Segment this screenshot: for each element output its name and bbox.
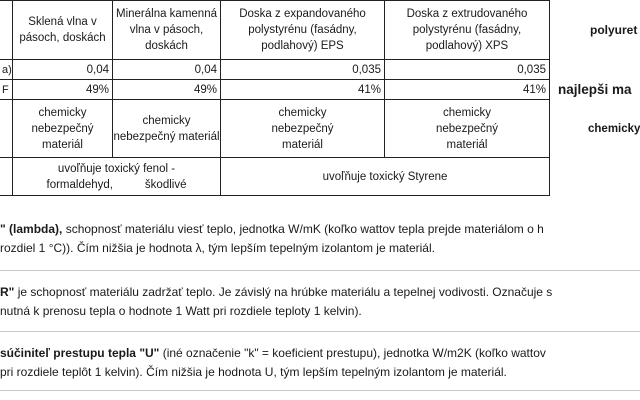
separator-2 — [0, 331, 640, 332]
paragraph-resistance-line1 — [0, 283, 640, 302]
percent-col4-value: 41% — [522, 83, 546, 96]
separator-1 — [0, 270, 640, 271]
lambda-col3[interactable] — [221, 60, 385, 80]
percent-col2[interactable] — [113, 80, 221, 100]
chem-col1-text: chemicky nebezpečný materiál — [31, 106, 94, 151]
row-label-lambda-text: a) — [2, 63, 12, 76]
chem-col3[interactable] — [221, 100, 385, 158]
header-col5[interactable] — [550, 0, 640, 60]
paragraph-lambda-term: " (lambda), — [0, 222, 63, 236]
paragraph-u-value — [0, 344, 640, 382]
chem-col2[interactable] — [113, 100, 221, 158]
row-label-lambda[interactable] — [0, 60, 13, 80]
toxic-col34-text: uvoľňuje toxický Styrene — [322, 170, 448, 183]
separator-3 — [0, 390, 640, 391]
lambda-col2[interactable] — [113, 60, 221, 80]
row-label-percent-text: F — [2, 83, 9, 96]
header-col1[interactable] — [13, 0, 113, 60]
percent-col5-value: najlepši ma — [558, 82, 632, 97]
lambda-col2-value: 0,04 — [194, 63, 217, 76]
row-label-header[interactable] — [0, 0, 13, 60]
percent-col5[interactable] — [550, 80, 640, 100]
percent-col1[interactable] — [13, 80, 113, 100]
chem-col4[interactable] — [385, 100, 550, 158]
paragraph-resistance-line1-text: je schopnosť materiálu zadržať teplo. Je závislý na hrúbke materiálu a tepelnej vodivosti. Označuje s — [14, 285, 553, 299]
lambda-col3-value: 0,035 — [352, 63, 381, 76]
toxic-col12[interactable] — [13, 158, 221, 196]
row-label-toxic[interactable] — [0, 158, 13, 196]
percent-col4[interactable] — [385, 80, 550, 100]
row-label-percent[interactable] — [0, 80, 13, 100]
paragraph-resistance-line2: nutná k prenosu tepla o hodnote 1 Watt pri rozdiele teploty 1 kelvin). — [0, 304, 362, 318]
paragraph-resistance — [0, 283, 640, 321]
lambda-col1[interactable] — [13, 60, 113, 80]
chem-col5[interactable] — [550, 100, 640, 158]
paragraph-resistance-term: R" — [0, 285, 15, 299]
lambda-col4[interactable] — [385, 60, 550, 80]
header-col2[interactable] — [113, 0, 221, 60]
lambda-col4-value: 0,035 — [517, 63, 546, 76]
header-col3-text: Doska z expandovaného polystyrénu (fasádny, podlahový) EPS — [239, 7, 366, 52]
header-col1-text: Sklená vlna v pásoch, doskách — [19, 15, 106, 44]
paragraph-u-value-line2: pri rozdiele teplôt 1 kelvin). Čím nižšia je hodnota U, tým lepším tepelným izolantom je materiál. — [0, 365, 507, 379]
paragraph-lambda — [0, 220, 640, 258]
header-col4-text: Doska z extrudovaného polystyrénu (fasádny, podlahový) XPS — [406, 7, 528, 52]
header-col2-text: Minerálna kamenná vlna v pásoch, doskách — [115, 7, 217, 52]
paragraph-lambda-line2: rozdiel 1 °C)). Čím nižšia je hodnota λ, tým lepším tepelným izolantom je materiál. — [0, 241, 435, 255]
lambda-col1-value: 0,04 — [86, 63, 109, 76]
paragraph-u-value-line1-text: (iné označenie "k" = koeficient prestupu), jednotka W/m2K (koľko wattov — [159, 346, 546, 360]
toxic-col34[interactable] — [221, 158, 550, 196]
paragraph-u-value-line1 — [0, 344, 640, 363]
percent-col2-value: 49% — [193, 83, 217, 96]
lambda-col5[interactable] — [550, 60, 640, 80]
percent-col3-value: 41% — [357, 83, 381, 96]
chem-col4-text: chemicky nebezpečný materiál — [435, 106, 499, 151]
chem-col3-text: chemicky nebezpečný materiál — [271, 106, 334, 151]
toxic-col12-text: uvoľňuje toxický fenol - formaldehyd, škodlivé — [46, 162, 187, 191]
row-label-chem[interactable] — [0, 100, 13, 158]
paragraph-lambda-line1 — [0, 220, 640, 239]
header-col5-text: polyuret — [590, 23, 638, 37]
chem-col1[interactable] — [13, 100, 113, 158]
percent-col3[interactable] — [221, 80, 385, 100]
paragraph-lambda-line1-text: schopnosť materiálu viesť teplo, jednotka W/mK (koľko wattov tepla prejde materiálom o h — [62, 222, 544, 236]
header-col4[interactable] — [385, 0, 550, 60]
paragraph-u-value-term: súčiniteľ prestupu tepla "U" — [0, 346, 160, 360]
chem-col5-text: chemicky — [588, 123, 640, 135]
chem-col2-text: chemicky nebezpečný materiál — [113, 114, 220, 143]
percent-col1-value: 49% — [85, 83, 109, 96]
header-col3[interactable] — [221, 0, 385, 60]
